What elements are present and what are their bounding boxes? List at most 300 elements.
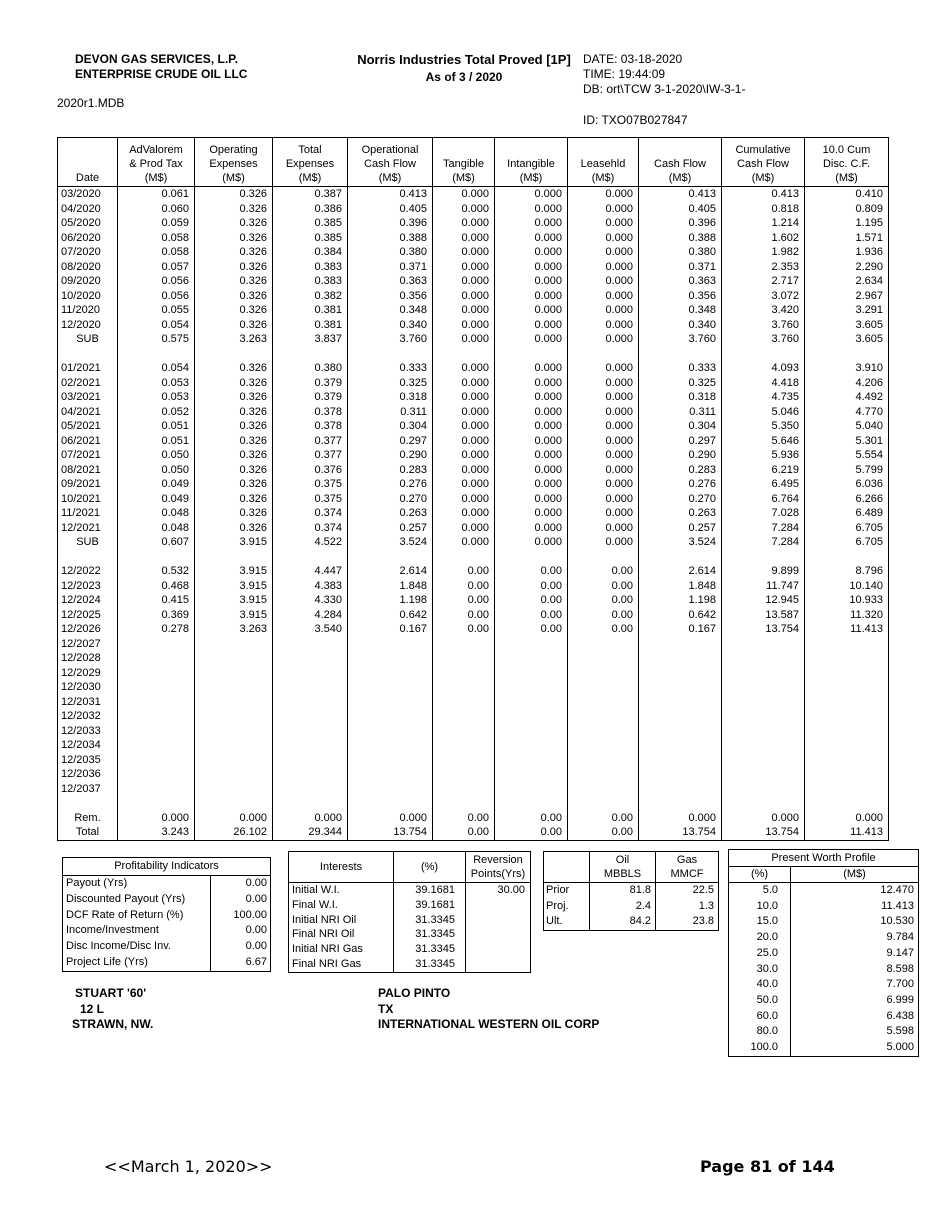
value-cell: 0.270 [348,492,433,507]
value-cell: 0.00 [568,825,639,840]
value-cell: 0.000 [568,477,639,492]
value-cell: 0.326 [195,405,273,420]
value-cell: 0.000 [433,187,495,202]
value-cell [118,637,195,652]
table-row [58,347,889,362]
value-cell: 0.051 [118,419,195,434]
value-cell: 0.167 [348,622,433,637]
value-cell [348,753,433,768]
indicator-label: Income/Investment [66,924,159,937]
date-cell: 09/2020 [58,274,118,289]
table-row [58,419,889,434]
discount-rate: 40.0 [729,977,791,993]
value-cell [118,695,195,710]
value-cell: 29.344 [273,825,348,840]
value-cell: 0.348 [348,303,433,318]
value-cell: 0.000 [805,811,889,826]
value-cell [568,782,639,797]
value-cell [433,695,495,710]
value-cell [568,753,639,768]
value-cell: 3.760 [348,332,433,347]
value-cell: 6.266 [805,492,889,507]
value-cell [195,724,273,739]
date-cell: 12/2027 [58,637,118,652]
table-row [58,724,889,739]
value-cell: 0.377 [273,448,348,463]
value-cell: 0.00 [495,593,568,608]
present-worth-value: 11.413 [791,899,919,915]
cashflow-table [57,137,889,841]
value-cell [639,651,722,666]
value-cell: 0.00 [568,593,639,608]
value-cell [195,651,273,666]
value-cell: 0.000 [568,448,639,463]
column-header: (%) [394,852,466,883]
value-cell: 0.000 [495,521,568,536]
value-cell [495,709,568,724]
value-cell: 0.057 [118,260,195,275]
profitability-table [62,857,271,972]
value-cell: 0.326 [195,477,273,492]
table-row [58,434,889,449]
value-cell [722,550,805,565]
value-cell [639,738,722,753]
column-header [195,138,273,187]
value-cell: 3.605 [805,318,889,333]
value-cell: 0.340 [639,318,722,333]
value-cell: 0.380 [273,361,348,376]
present-worth-value: 8.598 [791,962,919,978]
value-cell [495,724,568,739]
value-cell [568,550,639,565]
table-row [58,579,889,594]
header-line: (M$) [835,172,858,184]
header-line: (M$) [298,172,322,184]
value-cell: 0.000 [495,202,568,217]
value-cell [433,767,495,782]
table-row [58,753,889,768]
value-cell: 0.000 [495,535,568,550]
value-cell: 0.000 [433,376,495,391]
value-cell: 3.540 [273,622,348,637]
value-cell [195,550,273,565]
header-line: Operating [209,144,258,156]
value-cell [639,782,722,797]
value-cell [495,796,568,811]
indicator-value: 6.67 [211,955,271,971]
value-cell: 0.000 [639,811,722,826]
table-row [58,564,889,579]
report-id: ID: TXO07B027847 [583,113,688,127]
table-row [729,930,919,946]
interest-label: Final W.I. [289,898,394,913]
value-cell: 0.000 [568,419,639,434]
title-row [63,858,271,876]
value-cell [639,550,722,565]
table-row [729,993,919,1009]
date-cell: Rem. [58,811,118,826]
value-cell [433,753,495,768]
well-name: STUART '60' [75,986,147,1000]
value-cell: 0.00 [433,622,495,637]
value-cell: 0.381 [273,303,348,318]
value-cell [348,724,433,739]
value-cell [805,666,889,681]
date-cell: 04/2021 [58,405,118,420]
date-cell [58,550,118,565]
value-cell [118,753,195,768]
table-row [729,962,919,978]
date-cell: 12/2020 [58,318,118,333]
value-cell: 0.000 [433,506,495,521]
value-cell: 0.00 [495,825,568,840]
value-cell: 0.00 [433,593,495,608]
value-cell [495,767,568,782]
value-cell [348,651,433,666]
value-cell: 0.363 [348,274,433,289]
date-cell: 12/2031 [58,695,118,710]
value-cell [348,550,433,565]
table-row [58,608,889,623]
value-cell: 6.489 [805,506,889,521]
value-cell: 2.353 [722,260,805,275]
value-cell: 0.058 [118,245,195,260]
value-cell [195,709,273,724]
value-cell: 0.318 [639,390,722,405]
value-cell: 0.413 [639,187,722,202]
value-cell: 13.754 [348,825,433,840]
value-cell: 1.198 [639,593,722,608]
indicator-value: 0.00 [211,939,271,955]
value-cell [568,695,639,710]
value-cell: 7.284 [722,521,805,536]
header-line: (M$) [222,172,245,184]
value-cell: 5.646 [722,434,805,449]
value-cell [722,637,805,652]
discount-rate: 100.0 [729,1040,791,1056]
value-cell: 0.375 [273,477,348,492]
value-cell: 0.290 [639,448,722,463]
value-cell: 0.000 [495,231,568,246]
value-cell: 3.915 [195,535,273,550]
value-cell: 0.00 [433,825,495,840]
value-cell [722,347,805,362]
date-cell: 12/2024 [58,593,118,608]
location-state: TX [378,1001,394,1016]
date-cell: 12/2023 [58,579,118,594]
value-cell [118,347,195,362]
value-cell: 2.634 [805,274,889,289]
interest-label: Initial NRI Oil [289,913,394,928]
indicator-value: 0.00 [211,923,271,939]
value-cell: 0.000 [495,289,568,304]
date-cell: 12/2030 [58,680,118,695]
table-row [58,390,889,405]
header-row [58,138,889,187]
value-cell: 3.915 [195,579,273,594]
report-title-line1: Norris Industries Total Proved [1P] [357,52,571,67]
value-cell [348,709,433,724]
value-cell: 0.000 [495,405,568,420]
value-cell [639,680,722,695]
value-cell: 0.00 [568,811,639,826]
value-cell: 0.048 [118,506,195,521]
value-cell: 0.000 [433,260,495,275]
value-cell: 0.000 [722,811,805,826]
table-row [58,231,889,246]
header-row [729,867,919,883]
value-cell: 0.000 [568,492,639,507]
value-cell: 0.283 [348,463,433,478]
value-cell: 0.000 [433,318,495,333]
value-cell: 5.046 [722,405,805,420]
header-line: Leasehld [580,158,626,170]
value-cell [722,666,805,681]
value-cell: 0.348 [639,303,722,318]
value-cell: 0.311 [639,405,722,420]
reserve-label: Prior [544,883,590,899]
value-cell: 0.326 [195,521,273,536]
discount-rate: 80.0 [729,1024,791,1040]
value-cell: 0.326 [195,506,273,521]
value-cell [273,347,348,362]
value-cell: 0.060 [118,202,195,217]
value-cell [722,753,805,768]
value-cell [639,724,722,739]
table-row [58,738,889,753]
value-cell [195,767,273,782]
value-cell: 5.554 [805,448,889,463]
report-meta [583,52,745,97]
header-line: Operational [361,144,419,156]
value-cell: 0.383 [273,274,348,289]
value-cell: 0.000 [433,361,495,376]
column-header [544,852,590,883]
value-cell: 0.000 [495,318,568,333]
value-cell: 1.602 [722,231,805,246]
value-cell: 0.326 [195,448,273,463]
value-cell [348,666,433,681]
table-row [58,448,889,463]
value-cell [433,782,495,797]
value-cell: 0.356 [639,289,722,304]
value-cell: 11.413 [805,825,889,840]
date-cell: 01/2021 [58,361,118,376]
value-cell: 0.000 [495,434,568,449]
value-cell: 0.000 [433,231,495,246]
value-cell: 3.760 [639,332,722,347]
value-cell [348,637,433,652]
value-cell: 0.000 [433,405,495,420]
value-cell [495,550,568,565]
value-cell [805,753,889,768]
table-row [289,883,531,898]
indicator-label: Payout (Yrs) [66,877,128,889]
value-cell: 0.000 [495,332,568,347]
report-db: DB: ort\TCW 3-1-2020\IW-3-1- [583,82,746,96]
value-cell: 0.000 [195,811,273,826]
interest-percent: 39.1681 [394,898,466,913]
value-cell: 0.396 [348,216,433,231]
date-cell: 06/2020 [58,231,118,246]
gas-value: 22.5 [656,883,719,899]
value-cell: 0.000 [433,245,495,260]
value-cell: 0.00 [568,608,639,623]
header-line: MBBLS [603,868,642,880]
table-row [58,666,889,681]
value-cell: 0.378 [273,419,348,434]
value-cell [273,637,348,652]
value-cell [433,724,495,739]
value-cell: 0.532 [118,564,195,579]
value-cell: 6.705 [805,535,889,550]
table-row [58,303,889,318]
reversion-value [466,913,531,928]
value-cell: 0.297 [639,434,722,449]
interests-table [288,851,531,973]
value-cell: 0.00 [568,622,639,637]
interest-percent: 39.1681 [394,883,466,898]
reversion-value [466,898,531,913]
table-row [729,977,919,993]
value-cell: 0.00 [495,811,568,826]
value-cell [568,738,639,753]
value-cell [722,724,805,739]
value-cell: 5.301 [805,434,889,449]
value-cell: 0.326 [195,289,273,304]
column-header [273,138,348,187]
value-cell: 0.000 [568,434,639,449]
value-cell [433,738,495,753]
date-cell: 11/2021 [58,506,118,521]
value-cell: 0.000 [495,303,568,318]
value-cell: 0.415 [118,593,195,608]
date-cell: 12/2034 [58,738,118,753]
value-cell: 0.642 [348,608,433,623]
value-cell: 0.380 [348,245,433,260]
value-cell: 0.000 [495,463,568,478]
value-cell: 5.040 [805,419,889,434]
date-cell: 08/2020 [58,260,118,275]
value-cell [722,651,805,666]
value-cell [722,709,805,724]
value-cell: 0.00 [495,579,568,594]
value-cell: 0.379 [273,376,348,391]
header-line: & Prod Tax [129,158,183,170]
indicator-label: Disc Income/Disc Inv. [66,940,171,953]
value-cell: 3.760 [722,318,805,333]
value-cell [805,796,889,811]
value-cell: 0.00 [495,564,568,579]
value-cell: 0.318 [348,390,433,405]
table-row [58,535,889,550]
value-cell: 0.642 [639,608,722,623]
value-cell: 0.326 [195,260,273,275]
table-row [58,187,889,202]
column-header [495,138,568,187]
table-row [58,521,889,536]
value-cell: 0.055 [118,303,195,318]
value-cell [495,347,568,362]
value-cell: 3.760 [722,332,805,347]
header-line: Date [75,172,100,184]
value-cell: 0.051 [118,434,195,449]
date-cell: 12/2036 [58,767,118,782]
value-cell [195,637,273,652]
value-cell: 0.061 [118,187,195,202]
present-worth-value: 7.700 [791,977,919,993]
value-cell: 0.333 [348,361,433,376]
date-cell [58,347,118,362]
value-cell: 1.936 [805,245,889,260]
value-cell: 0.000 [495,274,568,289]
value-cell: 0.000 [568,535,639,550]
table-row [289,957,531,972]
column-header [590,852,656,883]
value-cell [273,709,348,724]
value-cell: 0.326 [195,492,273,507]
value-cell: 3.605 [805,332,889,347]
value-cell: 0.276 [639,477,722,492]
header-row [289,852,531,883]
value-cell: 3.263 [195,332,273,347]
value-cell: 0.000 [433,477,495,492]
value-cell [495,637,568,652]
header-line: Reversion [473,854,523,866]
value-cell: 4.492 [805,390,889,405]
report-time: TIME: 19:44:09 [583,67,666,81]
value-cell [118,782,195,797]
value-cell: 0.371 [639,260,722,275]
value-cell [273,666,348,681]
value-cell: 0.052 [118,405,195,420]
value-cell [722,796,805,811]
table-row [58,216,889,231]
value-cell: 0.413 [348,187,433,202]
discount-rate: 10.0 [729,899,791,915]
reversion-value [466,957,531,972]
value-cell: 0.379 [273,390,348,405]
value-cell: 8.796 [805,564,889,579]
table-row [729,1009,919,1025]
value-cell [273,753,348,768]
date-cell: 04/2020 [58,202,118,217]
present-worth-value: 6.438 [791,1009,919,1025]
indicator-value: 0.00 [211,876,271,892]
value-cell [805,651,889,666]
value-cell: 0.356 [348,289,433,304]
value-cell [722,738,805,753]
value-cell [805,550,889,565]
value-cell: 6.036 [805,477,889,492]
value-cell: 3.910 [805,361,889,376]
value-cell: 4.735 [722,390,805,405]
value-cell: 0.000 [495,506,568,521]
value-cell: 0.263 [639,506,722,521]
value-cell: 6.495 [722,477,805,492]
value-cell: 6.764 [722,492,805,507]
value-cell: 0.377 [273,434,348,449]
value-cell [639,666,722,681]
value-cell [433,637,495,652]
table-row [729,914,919,930]
value-cell [568,666,639,681]
value-cell: 0.380 [639,245,722,260]
column-header: (%) [729,867,791,883]
header-line: Cash Flow [364,158,416,170]
value-cell: 0.053 [118,390,195,405]
value-cell: 0.388 [348,231,433,246]
